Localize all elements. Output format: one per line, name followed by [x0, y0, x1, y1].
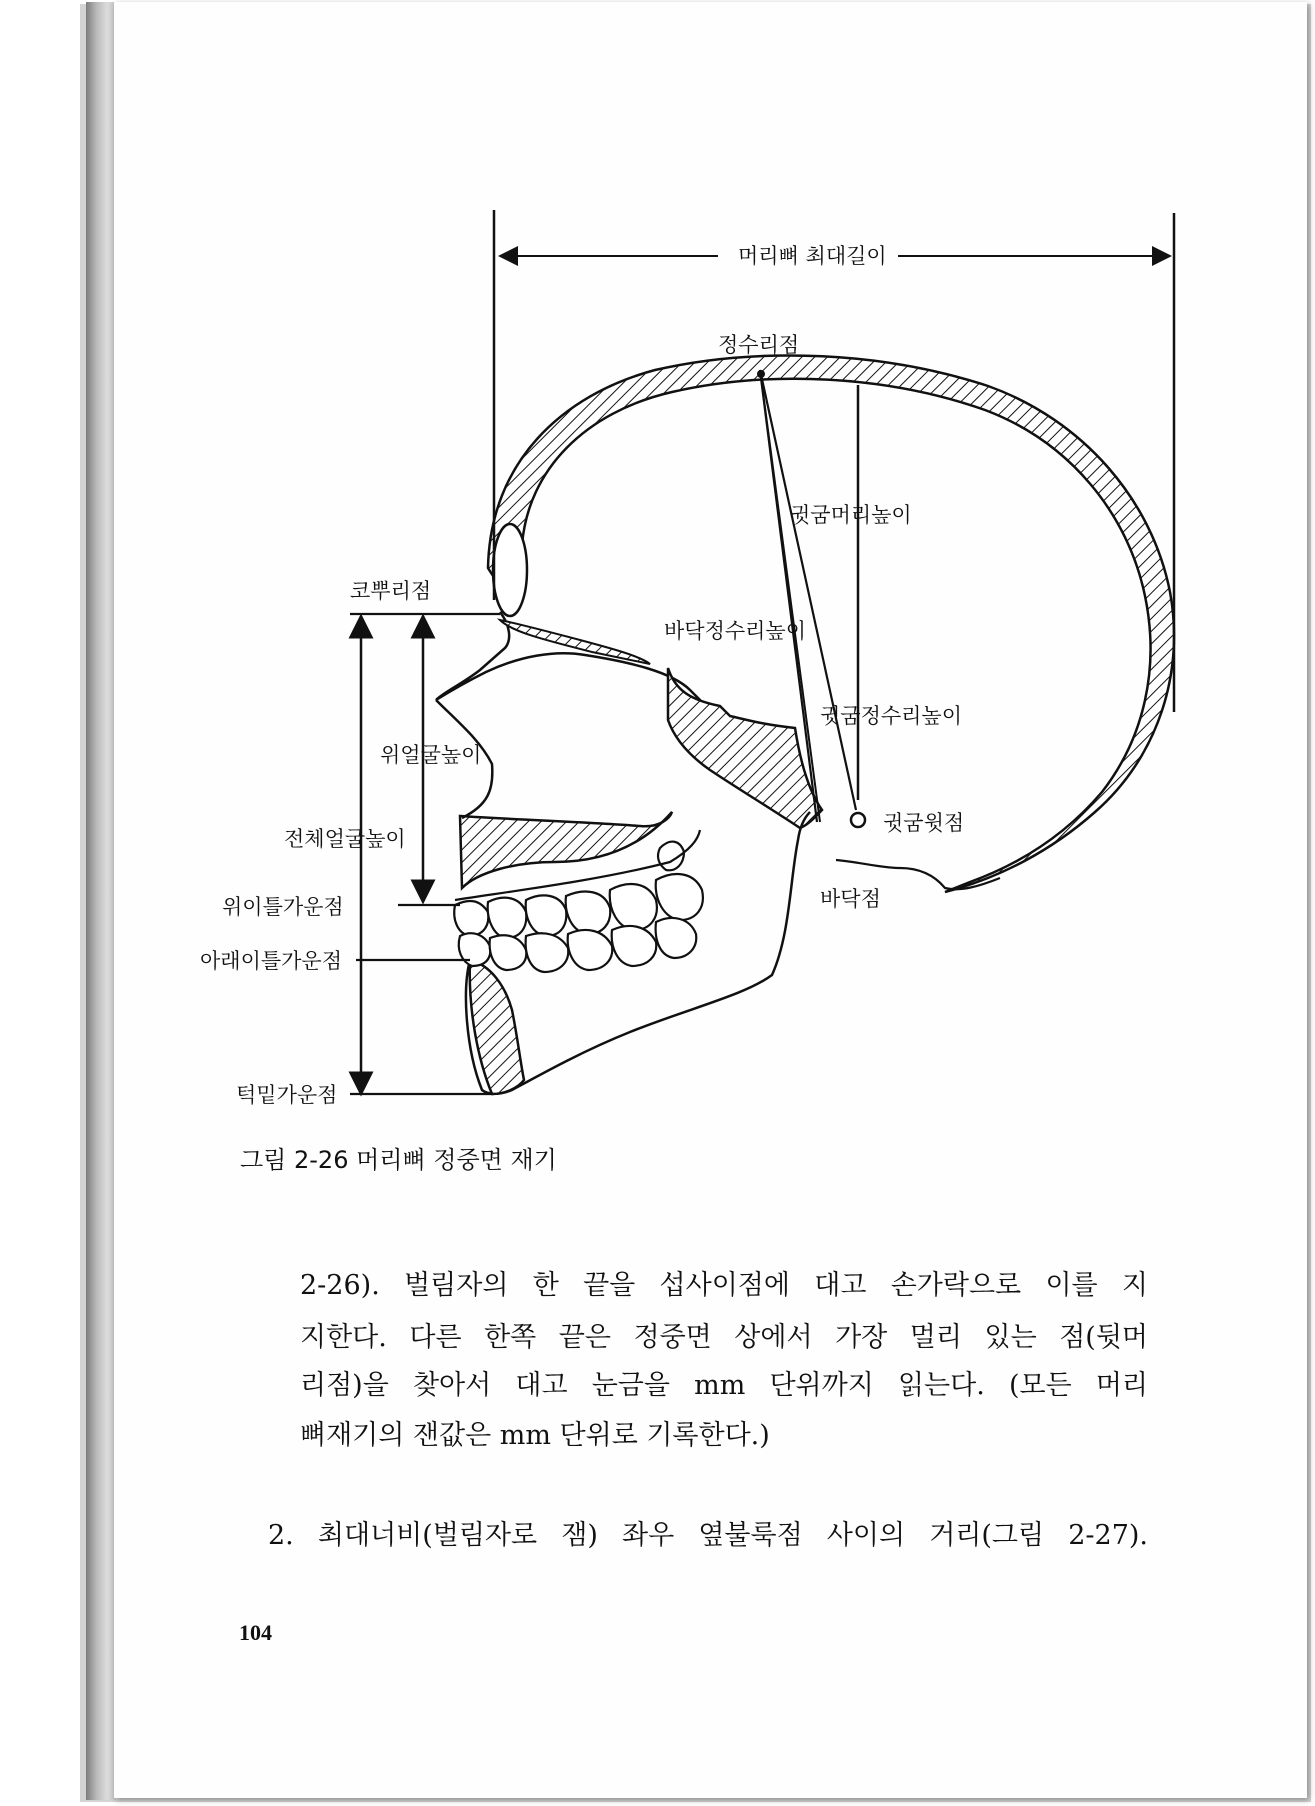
body-line-2: 지한다. 다른 한쪽 끝은 정중면 상에서 가장 멀리 있는 점(뒷머: [300, 1322, 1148, 1353]
label-basion: 바닥점: [820, 887, 881, 911]
frontal-sinus: [493, 524, 527, 616]
bregma-marker: [757, 370, 765, 378]
skull-vault: [488, 355, 1174, 892]
mandible-symphysis: [470, 960, 524, 1094]
label-ear-height: 귓굼머리높이: [790, 503, 912, 527]
body-line-1: 2-26). 벌림자의 한 끝을 섭사이점에 대고 손가락으로 이를 지: [300, 1270, 1148, 1301]
body-line-3: 리점)을 찾아서 대고 눈금을 mm 단위까지 읽는다. (모든 머리: [300, 1370, 1148, 1401]
porion-marker: [851, 813, 865, 827]
label-gnathion: 턱밑가운점: [236, 1083, 338, 1107]
label-max-length: 머리뼈 최대길이: [738, 244, 887, 268]
label-basion-bregma: 바닥정수리높이: [664, 619, 807, 643]
label-infradentale: 아래이틀가운점: [200, 949, 343, 973]
page-number: 104: [239, 1620, 272, 1645]
label-total-face-height: 전체얼굴높이: [284, 827, 406, 851]
numbered-item-2: 2. 최대너비(벌림자로 잼) 좌우 옆불룩점 사이의 거리(그림 2-27).: [268, 1520, 1148, 1551]
label-vertex: 정수리점: [718, 333, 800, 357]
cranial-base: [836, 860, 1000, 889]
body-line-4: 뼈재기의 잰값은 mm 단위로 기록한다.): [300, 1420, 770, 1451]
label-porion: 귓굼윗점: [883, 811, 965, 835]
label-upper-face-height: 위얼굴높이: [380, 743, 482, 767]
label-nasion: 코뿌리점: [350, 579, 432, 603]
palate: [460, 812, 672, 888]
label-prosthion: 위이틀가운점: [222, 895, 344, 919]
label-porion-bregma: 귓굼정수리높이: [820, 704, 963, 728]
figure-caption: 그림 2-26 머리뼈 정중면 재기: [240, 1146, 557, 1174]
